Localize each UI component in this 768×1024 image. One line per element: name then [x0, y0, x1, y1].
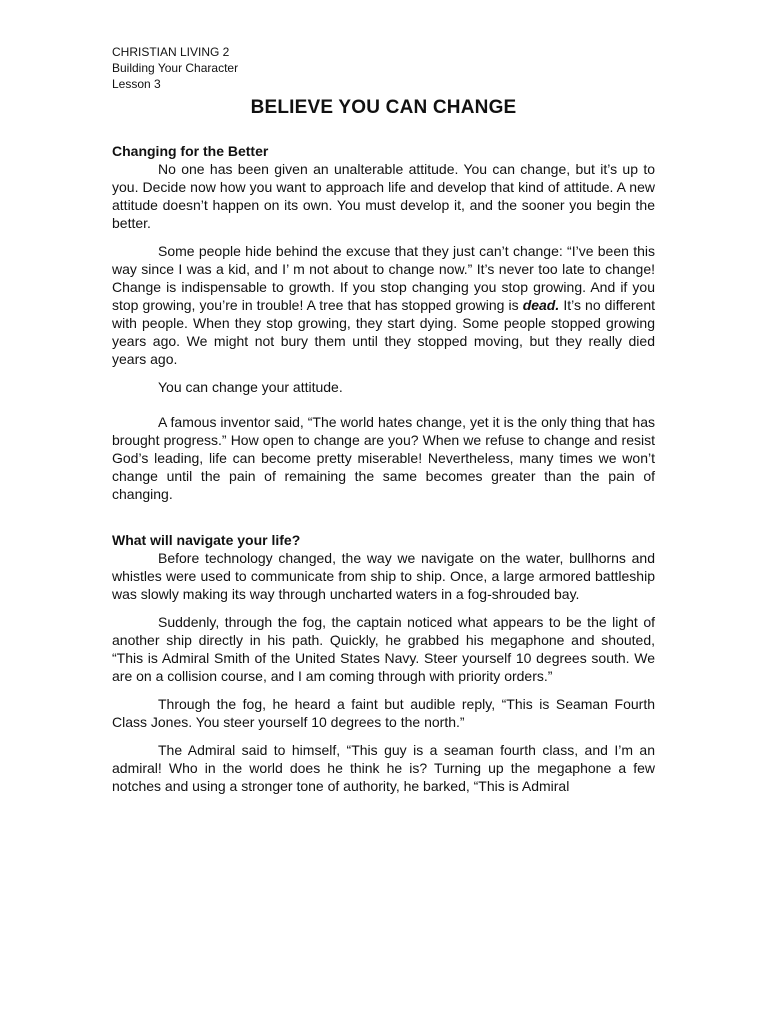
unit-name: Building Your Character	[112, 61, 239, 75]
paragraph-6: Suddenly, through the fog, the captain noticed what appears to be the light of another ship directly in his path. Quickly, he grabbed his megaphone and shouted, “This is Admiral Smith of the United States Navy. Steer yourself 10 degrees south. We are on a collision course, and I am coming through with priority orders.”	[112, 614, 655, 684]
page-title: BELIEVE YOU CAN CHANGE	[250, 97, 517, 118]
document-page	[112, 44, 655, 795]
section-heading-changing: Changing for the Better	[112, 143, 269, 159]
paragraph-7: Through the fog, he heard a faint but audible reply, “This is Seaman Fourth Class Jones. You steer yourself 10 degrees to the north.”	[112, 696, 655, 730]
paragraph-1: No one has been given an unalterable attitude. You can change, but it’s up to you. Decide now how you want to approach life and develop that kind of attitude. A new attitude doesn’t happen on its own. You must develop it, and the sooner you begin the better.	[112, 161, 655, 231]
paragraph-2-text-b: It’s no different with people. When they stop growing, they start dying. Some people stopped growing years ago. We might not bury them until they stopped moving, but they really died years ago.	[112, 297, 656, 367]
paragraph-5: Before technology changed, the way we navigate on the water, bullhorns and whistles were used to communicate from ship to ship. Once, a large armored battleship was slowly making its way through uncharted waters in a fog-shrouded bay.	[112, 550, 655, 602]
paragraph-8: The Admiral said to himself, “This guy is a seaman fourth class, and I’m an admiral! Who in the world does he think he is? Turning up the megaphone a few notches and using a stronger tone of authority, he barked, “This is Admiral	[112, 742, 655, 794]
paragraph-3: You can change your attitude.	[158, 379, 343, 395]
paragraph-2-text-a: Some people hide behind the excuse that they just can’t change: “I’ve been this way since I was a kid, and I’ m not about to change now.” It’s never too late to change! Change is indispensable to growth. If you stop changing you stop growing. And if you stop growing, you’re in trouble! A tree that has stopped growing is	[112, 243, 655, 313]
emphasis-dead: dead.	[522, 297, 560, 313]
paragraph-4: A famous inventor said, “The world hates change, yet it is the only thing that has brought progress.” How open to change are you? When we refuse to change and resist God’s leading, life can become pretty miserable! Nevertheless, many times we won’t change until the pain of remaining the same becomes greater than the pain of changing.	[112, 414, 655, 502]
section-heading-navigate: What will navigate your life?	[112, 532, 301, 548]
paragraph-2	[112, 242, 655, 368]
lesson-number: Lesson 3	[112, 77, 161, 91]
course-name: CHRISTIAN LIVING 2	[112, 45, 230, 59]
